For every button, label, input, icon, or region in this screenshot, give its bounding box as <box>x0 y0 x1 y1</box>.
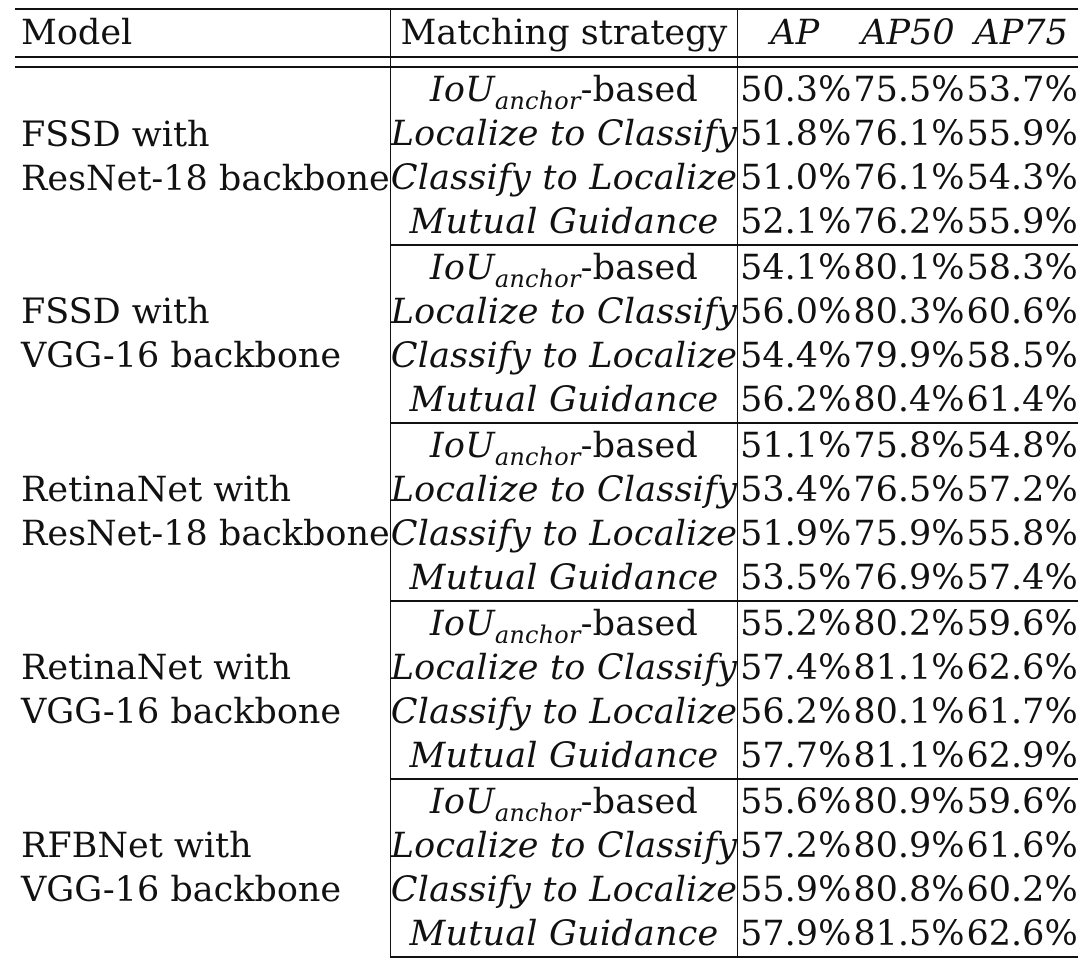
ap50-value: 81.5% <box>851 912 964 957</box>
ap50-value: 76.2% <box>851 200 964 245</box>
model-cell <box>15 245 390 423</box>
ap-value: 55.9% <box>740 869 852 910</box>
strategy-cell <box>390 245 737 293</box>
ap75-value: 54.3% <box>966 157 1078 198</box>
strategy-cell <box>390 512 737 556</box>
strategy-cell <box>390 690 737 734</box>
strategy-label: Localize to Classify <box>390 291 738 332</box>
ap75-value: 58.5% <box>966 335 1078 376</box>
ap50-value: 80.1% <box>853 247 965 288</box>
ap50-value: 80.2% <box>853 603 965 644</box>
ap-value: 57.9% <box>738 912 852 957</box>
strategy-cell <box>390 112 737 156</box>
strategy-cell <box>390 556 737 601</box>
ap50-value: 76.5% <box>853 469 965 510</box>
table-row <box>15 67 1078 112</box>
model-cell <box>15 779 390 957</box>
gap-cell <box>851 57 964 67</box>
strategy-label: Localize to Classify <box>390 113 738 154</box>
model-line-1: FSSD with <box>21 114 210 155</box>
strategy-cell <box>390 200 737 245</box>
table-row <box>15 423 1078 468</box>
ap-value: 57.7% <box>738 734 852 779</box>
model-cell <box>15 423 390 601</box>
ap75-value: 55.8% <box>966 513 1078 554</box>
ap50-value: 79.9% <box>853 335 965 376</box>
ap50-value: 81.1% <box>853 647 965 688</box>
model-line-1: RetinaNet with <box>21 470 292 510</box>
ap-value: 54.1% <box>740 247 852 288</box>
strategy-cell <box>390 468 737 512</box>
ap75-value: 59.6% <box>966 781 1078 822</box>
ap-value: 51.1% <box>740 425 852 466</box>
strategy-subscript: anchor <box>494 442 581 471</box>
ap50-value: 76.1% <box>853 113 965 154</box>
ap75-value: 60.6% <box>966 291 1078 332</box>
ap-value: 50.3% <box>740 69 852 110</box>
ap-value: 54.4% <box>740 335 852 376</box>
header-gap-row <box>15 57 1078 67</box>
ap75-value: 61.6% <box>966 825 1078 866</box>
strategy-main: IoU <box>429 425 495 466</box>
ap75-value: 57.4% <box>965 556 1078 601</box>
strategy-cell <box>390 601 737 649</box>
ap75-header: AP75 <box>965 9 1078 57</box>
strategy-suffix: -based <box>580 425 699 466</box>
model-line-2: ResNet-18 backbone <box>21 514 390 554</box>
ap75-value: 62.6% <box>966 647 1078 688</box>
ap50-value: 76.9% <box>851 556 964 601</box>
table-row <box>15 779 1078 824</box>
strategy-main: IoU <box>429 247 495 288</box>
results-table <box>15 8 1078 958</box>
ap75-value: 62.9% <box>965 734 1078 779</box>
strategy-subscript: anchor <box>494 264 581 293</box>
strategy-cell <box>390 378 737 423</box>
strategy-cell <box>390 67 737 115</box>
ap75-value: 61.7% <box>966 691 1078 732</box>
strategy-cell <box>390 156 737 200</box>
ap75-value: 55.9% <box>965 200 1078 245</box>
ap-value: 52.1% <box>738 200 852 245</box>
ap50-value: 80.9% <box>853 825 965 866</box>
strategy-label: Classify to Localize <box>390 869 738 910</box>
strategy-header: Matching strategy <box>390 9 737 57</box>
model-line-1: RetinaNet with <box>21 648 292 688</box>
strategy-label: Mutual Guidance <box>409 913 719 954</box>
table-header <box>15 9 1078 57</box>
model-header: Model <box>15 9 390 57</box>
strategy-subscript: anchor <box>494 798 581 827</box>
model-cell <box>15 601 390 779</box>
ap-value: 57.4% <box>740 647 852 688</box>
strategy-main: IoU <box>429 781 495 822</box>
ap-value: 56.2% <box>738 378 852 423</box>
strategy-main: IoU <box>429 69 495 110</box>
model-line-1: FSSD with <box>21 292 210 332</box>
strategy-label: Localize to Classify <box>390 469 738 510</box>
strategy-label: Mutual Guidance <box>409 735 719 776</box>
strategy-suffix: -based <box>580 69 699 110</box>
ap75-value: 62.6% <box>965 912 1078 957</box>
model-line-2: ResNet-18 backbone <box>21 158 390 199</box>
strategy-cell <box>390 824 737 868</box>
strategy-label: Mutual Guidance <box>409 201 719 242</box>
strategy-label: Classify to Localize <box>390 691 738 732</box>
ap-value: 51.9% <box>740 513 852 554</box>
ap50-value: 80.4% <box>851 378 964 423</box>
strategy-suffix: -based <box>580 247 699 288</box>
ap-value: 53.4% <box>740 469 852 510</box>
ap-value: 57.2% <box>740 825 852 866</box>
strategy-main: IoU <box>429 603 495 644</box>
table-body <box>15 57 1078 957</box>
strategy-label: Localize to Classify <box>390 647 738 688</box>
strategy-cell <box>390 290 737 334</box>
strategy-cell <box>390 734 737 779</box>
header-row <box>15 9 1078 57</box>
ap75-value: 57.2% <box>966 469 1078 510</box>
ap-header: AP <box>738 9 852 57</box>
ap50-value: 75.9% <box>853 513 965 554</box>
model-line-1: RFBNet with <box>21 826 252 866</box>
table-row <box>15 245 1078 290</box>
ap75-value: 58.3% <box>966 247 1078 288</box>
ap-value: 53.5% <box>738 556 852 601</box>
ap50-value: 80.3% <box>853 291 965 332</box>
ap75-value: 61.4% <box>965 378 1078 423</box>
ap75-value: 53.7% <box>966 69 1078 110</box>
ap-value: 51.8% <box>740 113 852 154</box>
ap50-value: 80.8% <box>853 869 965 910</box>
ap50-value: 76.1% <box>853 157 965 198</box>
ap-value: 56.2% <box>740 691 852 732</box>
ap75-value: 54.8% <box>966 425 1078 466</box>
strategy-cell <box>390 868 737 912</box>
gap-cell <box>738 57 852 67</box>
strategy-suffix: -based <box>580 603 699 644</box>
ap75-value: 55.9% <box>966 113 1078 154</box>
strategy-label: Classify to Localize <box>390 157 738 198</box>
strategy-label: Mutual Guidance <box>409 379 719 420</box>
table-row <box>15 601 1078 646</box>
model-line-2: VGG-16 backbone <box>21 336 342 376</box>
ap50-value: 75.5% <box>853 69 965 110</box>
ap-value: 51.0% <box>740 157 852 198</box>
strategy-label: Mutual Guidance <box>409 557 719 598</box>
ap50-value: 81.1% <box>851 734 964 779</box>
strategy-cell <box>390 912 737 957</box>
strategy-subscript: anchor <box>494 86 581 115</box>
ap50-header: AP50 <box>851 9 964 57</box>
ap50-value: 80.9% <box>853 781 965 822</box>
strategy-subscript: anchor <box>494 620 581 649</box>
strategy-label: Classify to Localize <box>390 513 738 554</box>
model-line-2: VGG-16 backbone <box>21 692 342 732</box>
strategy-suffix: -based <box>580 781 699 822</box>
strategy-cell <box>390 646 737 690</box>
model-line-2: VGG-16 backbone <box>21 870 342 910</box>
ap-value: 56.0% <box>740 291 852 332</box>
gap-cell <box>390 57 737 67</box>
model-cell <box>15 67 390 245</box>
ap-value: 55.2% <box>740 603 852 644</box>
gap-cell <box>965 57 1078 67</box>
strategy-cell <box>390 334 737 378</box>
ap50-value: 80.1% <box>853 691 965 732</box>
ap-value: 55.6% <box>740 781 852 822</box>
ap75-value: 59.6% <box>966 603 1078 644</box>
strategy-label: Localize to Classify <box>390 825 738 866</box>
strategy-label: Classify to Localize <box>390 335 738 376</box>
gap-cell <box>15 57 390 67</box>
strategy-cell <box>390 423 737 471</box>
strategy-cell <box>390 779 737 827</box>
ap75-value: 60.2% <box>966 869 1078 910</box>
ap50-value: 75.8% <box>853 425 965 466</box>
